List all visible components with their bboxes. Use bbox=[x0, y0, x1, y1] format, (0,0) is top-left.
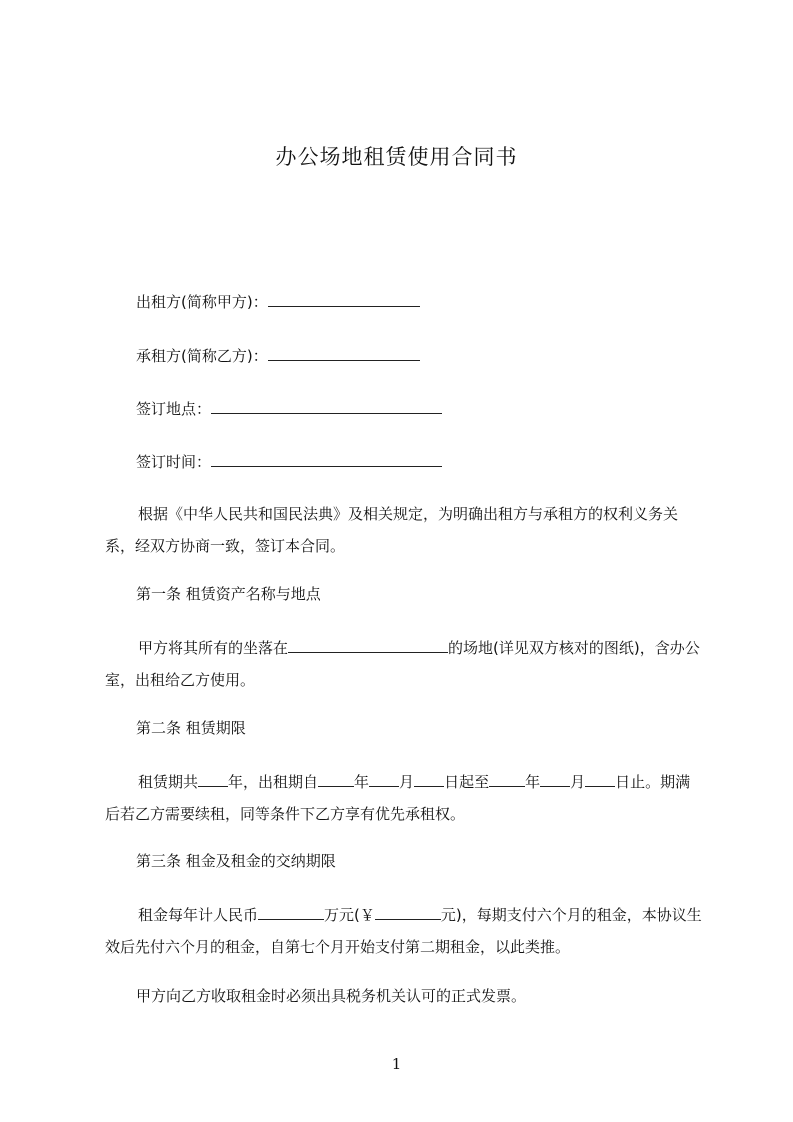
location-blank bbox=[288, 638, 448, 653]
article2-paragraph bbox=[105, 766, 705, 830]
term-text-1: 租赁期共 bbox=[138, 773, 199, 791]
start-year-blank bbox=[318, 772, 354, 787]
signing-time-line bbox=[136, 452, 442, 472]
article1-paragraph bbox=[105, 632, 705, 696]
lessee-blank bbox=[268, 346, 420, 361]
preamble-text: 根据《中华人民共和国民法典》及相关规定，为明确出租方与承租方的权利义务关系，经双方协商一致，签订本合同。 bbox=[105, 505, 679, 555]
lessee-line bbox=[136, 346, 420, 366]
term-years-blank bbox=[198, 772, 228, 787]
lessor-line bbox=[136, 292, 420, 312]
lessee-label: 承租方(简称乙方)： bbox=[136, 347, 268, 365]
rent-yuan-blank bbox=[375, 905, 441, 920]
end-month-blank bbox=[540, 772, 570, 787]
rent-wan-blank bbox=[258, 905, 324, 920]
lessor-blank bbox=[268, 292, 420, 307]
end-year-blank bbox=[489, 772, 525, 787]
signing-place-blank bbox=[211, 399, 442, 414]
start-day-blank bbox=[414, 772, 444, 787]
article3-heading: 第三条 租金及租金的交纳期限 bbox=[136, 852, 336, 870]
rent-text-3: 元)，每期支付六个月的租金，本协议生效后先付六个月的租金，自第七个月开始支付第二期租金，以此类推。 bbox=[105, 906, 702, 956]
term-text-3: 年 bbox=[354, 773, 370, 791]
rent-text-2: 万元(￥ bbox=[324, 906, 375, 924]
lessor-label: 出租方(简称甲方)： bbox=[136, 293, 268, 311]
article3-paragraph bbox=[105, 899, 705, 963]
article1-text-a: 甲方将其所有的坐落在 bbox=[138, 639, 289, 657]
preamble-paragraph bbox=[105, 498, 705, 562]
signing-place-label: 签订地点： bbox=[136, 400, 212, 418]
document-title: 办公场地租赁使用合同书 bbox=[275, 145, 518, 169]
signing-time-label: 签订时间： bbox=[136, 453, 212, 471]
term-text-2: 年，出租期自 bbox=[228, 773, 319, 791]
term-text-8: 日止。期满后若乙方需要续租，同等条件下乙方享有优先承租权。 bbox=[105, 773, 691, 823]
signing-place-line bbox=[136, 399, 442, 419]
term-text-7: 月 bbox=[570, 773, 586, 791]
article1-text-b: 的场地(详见双方核对的图纸)，含办公室，出租给乙方使用。 bbox=[105, 639, 700, 689]
article1-heading: 第一条 租赁资产名称与地点 bbox=[136, 585, 321, 603]
signing-time-blank bbox=[211, 452, 442, 467]
invoice-line: 甲方向乙方收取租金时必须出具税务机关认可的正式发票。 bbox=[136, 987, 527, 1005]
page-number: 1 bbox=[391, 1055, 402, 1073]
term-text-6: 年 bbox=[525, 773, 541, 791]
end-day-blank bbox=[585, 772, 615, 787]
article2-heading: 第二条 租赁期限 bbox=[136, 719, 246, 737]
rent-text-1: 租金每年计人民币 bbox=[138, 906, 259, 924]
term-text-4: 月 bbox=[399, 773, 415, 791]
start-month-blank bbox=[369, 772, 399, 787]
term-text-5: 日起至 bbox=[444, 773, 490, 791]
